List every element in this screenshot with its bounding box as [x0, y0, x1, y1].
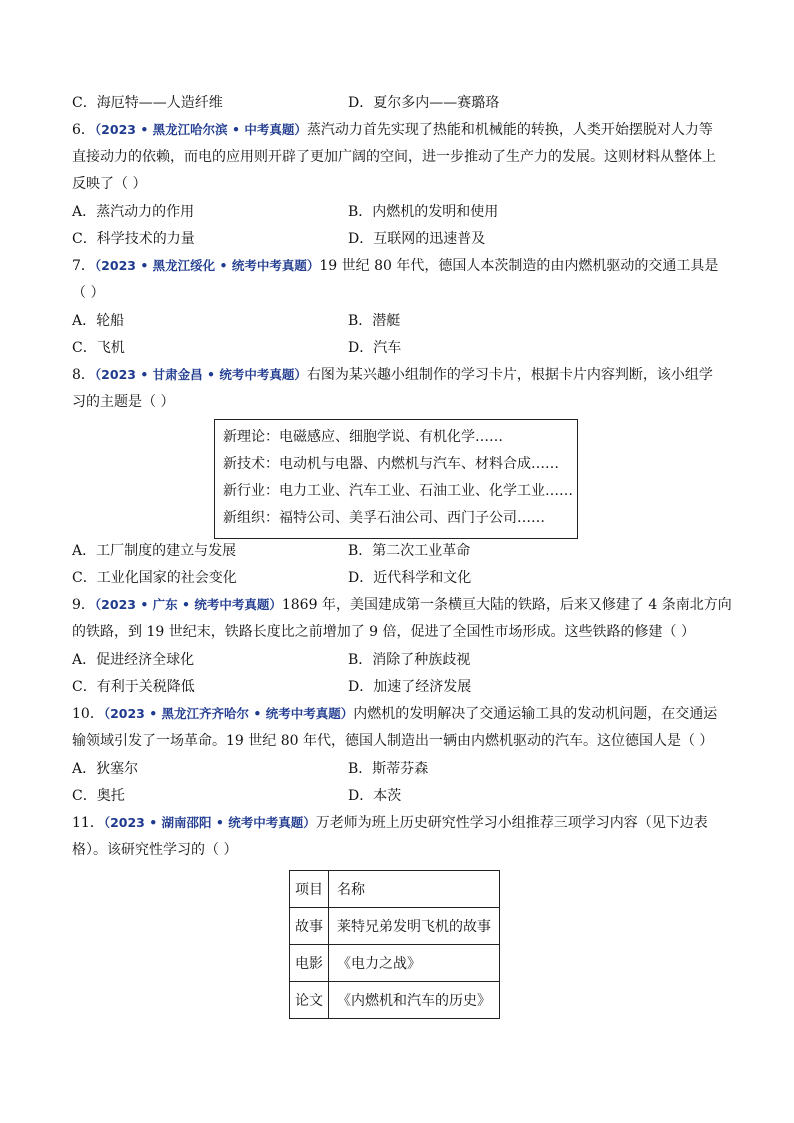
table-cell: 项目 [290, 871, 329, 908]
question-text: 1869 年，美国建成第一条横亘大陆的铁路，后来又修建了 4 条南北方向 [281, 597, 732, 613]
q6-stem-line2: 直接动力的依赖，而电的应用则开辟了更加广阔的空间，进一步推动了生产力的发展。这则材料从整体上 [72, 149, 716, 165]
question-source: （2023 • 甘肃金昌 • 统考中考真题） [94, 367, 307, 382]
q7-option-d[interactable]: D．汽车 [348, 340, 402, 356]
question-number: 6． [72, 122, 95, 138]
table-cell: 《电力之战》 [329, 945, 500, 982]
question-source: （2023 • 黑龙江齐齐哈尔 • 统考中考真题） [103, 706, 354, 721]
question-number: 8． [72, 367, 95, 383]
card-line-organization: 新组织：福特公司、美孚石油公司、西门子公司…… [223, 510, 545, 526]
table-cell: 莱特兄弟发明飞机的故事 [329, 908, 500, 945]
q10-stem-line1 [72, 704, 722, 724]
table-header-row [290, 871, 500, 908]
q8-stem-line2: 习的主题是（ ） [72, 394, 175, 410]
q5-option-d[interactable]: D．夏尔多内——赛璐珞 [348, 95, 500, 111]
q8-option-a[interactable]: A．工厂制度的建立与发展 [72, 543, 237, 559]
table-row [290, 908, 500, 945]
q7-stem-line2: （ ） [72, 285, 105, 301]
question-source: （2023 • 广东 • 统考中考真题） [94, 597, 282, 612]
table-cell: 故事 [290, 908, 329, 945]
question-source: （2023 • 湖南邵阳 • 统考中考真题） [103, 815, 316, 830]
q8-option-c[interactable]: C．工业化国家的社会变化 [72, 570, 237, 586]
question-source: （2023 • 黑龙江绥化 • 统考中考真题） [94, 258, 320, 273]
question-text: 内燃机的发明解决了交通运输工具的发动机问题，在交通运 [353, 706, 718, 722]
q6-option-a[interactable]: A．蒸汽动力的作用 [72, 204, 195, 220]
q9-option-b[interactable]: B．消除了种族歧视 [348, 652, 471, 668]
q6-option-c[interactable]: C．科学技术的力量 [72, 231, 195, 247]
q8-option-d[interactable]: D．近代科学和文化 [348, 570, 472, 586]
table-cell: 论文 [290, 982, 329, 1019]
question-number: 9． [72, 597, 95, 613]
table-row [290, 982, 500, 1019]
card-line-industry: 新行业：电力工业、汽车工业、石油工业、化学工业…… [223, 483, 573, 499]
q7-stem-line1 [72, 256, 722, 276]
q6-option-d[interactable]: D．互联网的迅速普及 [348, 231, 486, 247]
question-text: 右图为某兴趣小组制作的学习卡片，根据卡片内容判断，该小组学 [306, 367, 713, 383]
question-text: 蒸汽动力首先实现了热能和机械能的转换，人类开始摆脱对人力等 [306, 122, 713, 138]
table-row [290, 945, 500, 982]
q9-stem-line1 [72, 595, 732, 615]
card-line-theory: 新理论：电磁感应、细胞学说、有机化学…… [223, 429, 503, 445]
study-content-table [289, 870, 500, 1019]
q10-stem-line2: 输领域引发了一场革命。19 世纪 80 年代，德国人制造出一辆由内燃机驱动的汽车。这位德国人是（ ） [72, 733, 714, 749]
question-text: 19 世纪 80 年代，德国人本茨制造的由内燃机驱动的交通工具是 [319, 258, 719, 274]
q8-option-b[interactable]: B．第二次工业革命 [348, 543, 471, 559]
q6-option-b[interactable]: B．内燃机的发明和使用 [348, 204, 499, 220]
study-card [214, 419, 578, 539]
q10-option-a[interactable]: A．狄塞尔 [72, 761, 139, 777]
table-cell: 《内燃机和汽车的历史》 [329, 982, 500, 1019]
q6-stem-line3: 反映了（ ） [72, 176, 147, 192]
question-source: （2023 • 黑龙江哈尔滨 • 中考真题） [94, 122, 307, 137]
q6-stem-line1 [72, 120, 722, 140]
q9-option-a[interactable]: A．促进经济全球化 [72, 652, 195, 668]
q7-option-c[interactable]: C．飞机 [72, 340, 125, 356]
q7-option-a[interactable]: A．轮船 [72, 313, 125, 329]
question-text: 万老师为班上历史研究性学习小组推荐三项学习内容（见下边表 [315, 815, 708, 831]
q10-option-b[interactable]: B．斯蒂芬森 [348, 761, 429, 777]
q9-option-d[interactable]: D．加速了经济发展 [348, 679, 472, 695]
question-number: 7． [72, 258, 95, 274]
q5-option-c[interactable]: C．海厄特——人造纤维 [72, 95, 223, 111]
q11-stem-line1 [72, 813, 722, 833]
question-number: 11． [72, 815, 104, 831]
question-number: 10． [72, 706, 104, 722]
card-line-technology: 新技术：电动机与电器、内燃机与汽车、材料合成…… [223, 456, 559, 472]
q10-option-c[interactable]: C．奥托 [72, 788, 125, 804]
table-cell: 电影 [290, 945, 329, 982]
q9-option-c[interactable]: C．有利于关税降低 [72, 679, 195, 695]
q11-stem-line2: 格）。该研究性学习的（ ） [72, 842, 238, 858]
q9-stem-line2: 的铁路，到 19 世纪末，铁路长度比之前增加了 9 倍，促进了全国性市场形成。这些铁路的修建（ ） [72, 624, 695, 640]
q10-option-d[interactable]: D．本茨 [348, 788, 402, 804]
q8-stem-line1 [72, 365, 722, 385]
q7-option-b[interactable]: B．潜艇 [348, 313, 401, 329]
table-cell: 名称 [329, 871, 500, 908]
